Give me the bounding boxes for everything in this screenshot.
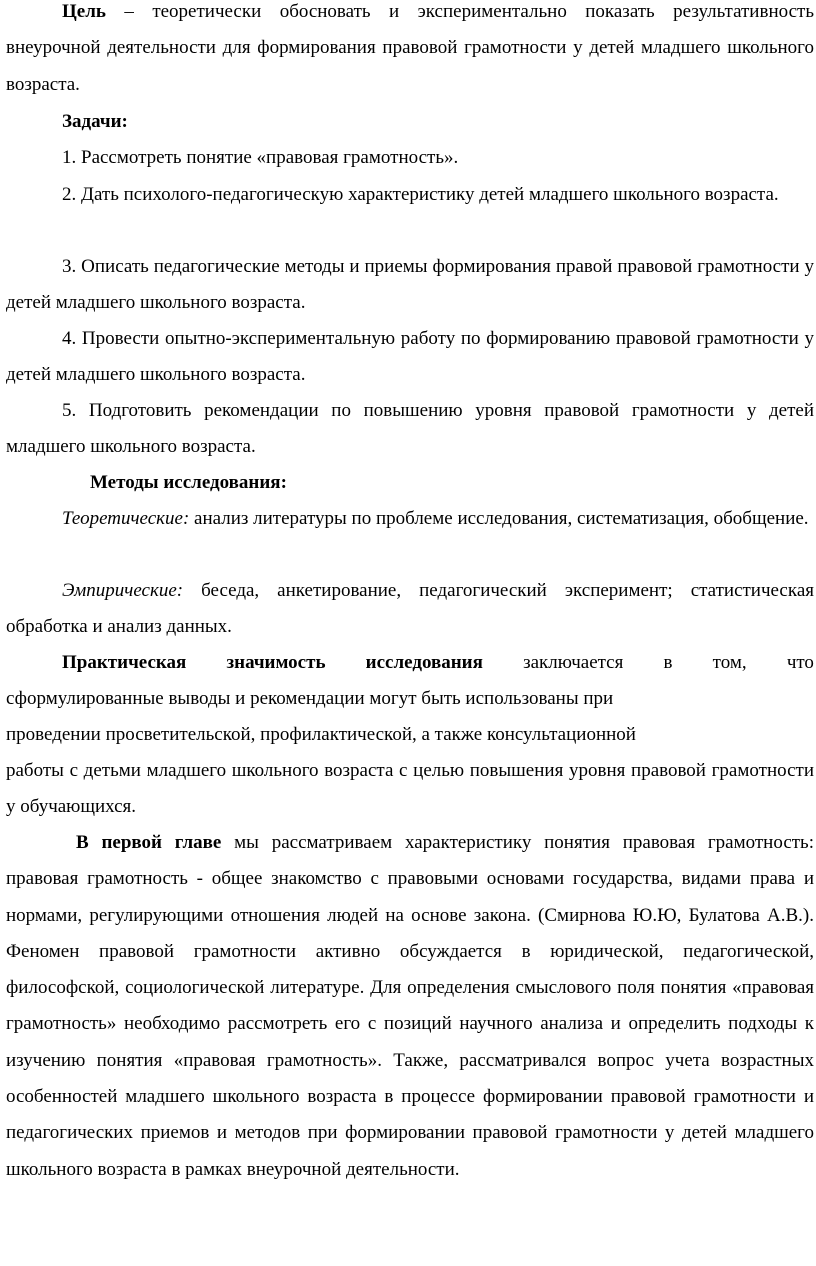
practical-word-7: что <box>786 652 814 673</box>
practical-word-1: Практическая <box>62 652 187 673</box>
chapter-label: В первой главе <box>76 832 222 853</box>
theoretical-label: Теоретические: <box>62 508 190 529</box>
task-item-1: 1. Рассмотреть понятие «правовая грамотность». <box>62 147 459 168</box>
goal-label: Цель <box>62 1 106 22</box>
tasks-heading-text: Задачи: <box>62 111 128 132</box>
practical-line-2: сформулированные выводы и рекомендации могут быть использованы при <box>6 688 614 709</box>
practical-word-2: значимость <box>226 652 326 673</box>
empirical-label: Эмпирические: <box>62 580 184 601</box>
task-item-3: 3. Описать педагогические методы и приемы формирования правой правовой грамотности у детей младшего школьного возраста. <box>6 256 814 314</box>
practical-word-4: заключается <box>523 652 624 673</box>
tasks-heading <box>6 104 814 140</box>
theoretical-text: анализ литературы по проблеме исследования, систематизация, обобщение. <box>189 508 809 529</box>
theoretical-methods <box>6 501 814 537</box>
methods-heading <box>6 465 814 501</box>
empirical-methods <box>6 573 814 646</box>
chapter-paragraph <box>6 825 814 1188</box>
practical-line-4: работы с детьми младшего школьного возраста с целью повышения уровня правовой грамотности у обучающихся. <box>6 760 814 818</box>
chapter-text: мы рассматриваем характеристику понятия правовая грамотность: правовая грамотность - общее знакомство с правовыми основами государства, видами права и нормами, регулирующими отношения людей на основе закона. (Смирнова Ю.Ю, Булатова А.В.). Феномен правовой грамотности активно обсуждается в юридической, педагогической, философской, социологической литературе. Для определения смыслового поля понятия «правовая грамотность» необходимо рассмотреть его с позиций научного анализа и определить подходы к изучению понятия «правовая грамотность». Также, рассматривался вопрос учета возрастных особенностей младшего школьного возраста в процессе формировании правовой грамотности и педагогических приемов и методов при формировании правовой грамотности у детей младшего школьного возраста в рамках внеурочной деятельности. <box>6 832 814 1180</box>
goal-paragraph <box>6 0 814 103</box>
empirical-text: беседа, анкетирование, педагогический эксперимент; статистическая обработка и анализ данных. <box>6 580 814 638</box>
task-item-4: 4. Провести опытно-экспериментальную работу по формированию правовой грамотности у детей младшего школьного возраста. <box>6 328 814 386</box>
practical-word-5: в <box>663 652 673 673</box>
practical-line-1-words <box>6 645 814 681</box>
task-item-5: 5. Подготовить рекомендации по повышению уровня правовой грамотности у детей младшего школьного возраста. <box>6 400 814 458</box>
goal-text: – теоретически обосновать и экспериментально показать результативность внеурочной деятельности для формирования правовой грамотности у детей младшего школьного возраста. <box>6 1 814 95</box>
practical-line-3: проведении просветительской, профилактической, а также консультационной <box>6 724 636 745</box>
practical-word-6: том, <box>712 652 747 673</box>
practical-word-3: исследования <box>365 652 483 673</box>
practical-line-1 <box>6 645 814 681</box>
task-item-2: 2. Дать психолого-педагогическую характеристику детей младшего школьного возраста. <box>62 184 779 205</box>
methods-heading-text: Методы исследования: <box>90 472 287 493</box>
